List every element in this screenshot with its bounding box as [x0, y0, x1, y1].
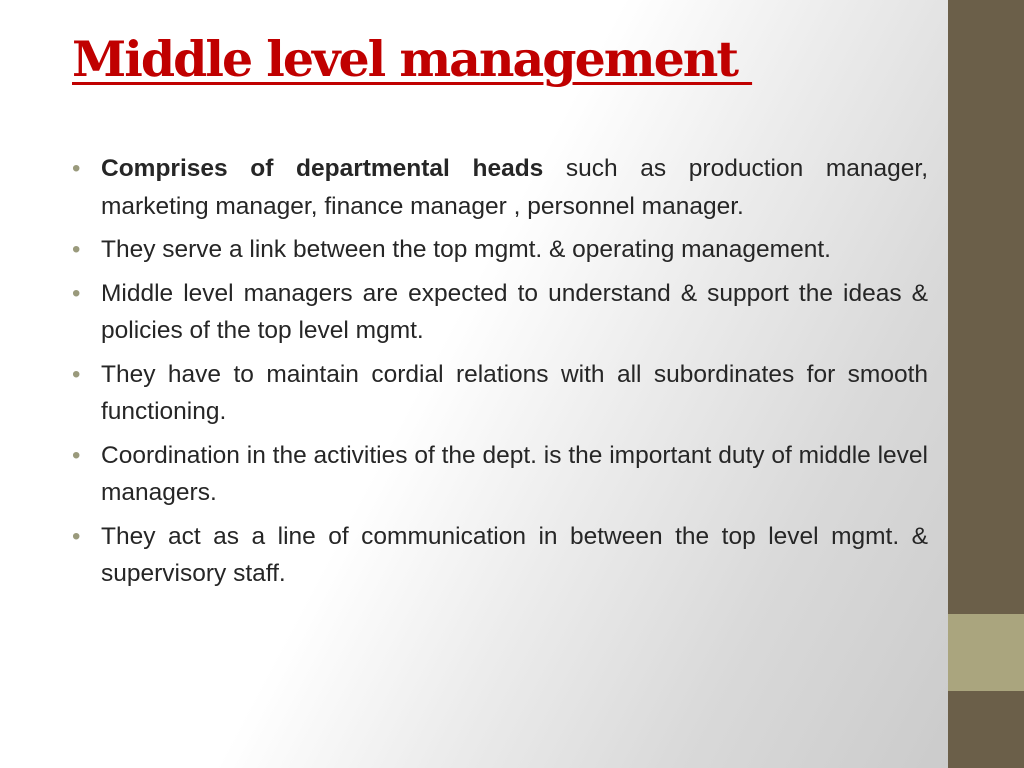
bullet-list: [72, 150, 928, 599]
bullet-item: [72, 231, 928, 269]
bullet-item: [72, 518, 928, 593]
side-bar-decoration: [948, 0, 1024, 768]
bullet-bold-lead: Comprises of departmental heads: [101, 155, 544, 182]
bullet-item: [72, 437, 928, 512]
bullet-item: [72, 275, 928, 350]
bullet-text: Middle level managers are expected to understand & support the ideas & policies of the top level mgmt.: [101, 279, 928, 344]
slide-title: Middle level management: [72, 30, 753, 88]
bullet-text: Coordination in the activities of the dept. is the important duty of middle level managers.: [101, 441, 928, 506]
bullet-item: [72, 150, 928, 225]
bullet-text: They have to maintain cordial relations with all subordinates for smooth functioning.: [101, 360, 928, 425]
bullet-text: They act as a line of communication in between the top level mgmt. & supervisory staff.: [101, 522, 928, 587]
bullet-item: [72, 356, 928, 431]
side-bar-accent-block: [948, 614, 1024, 691]
bullet-text: such as production manager, marketing manager, finance manager , personnel manager.: [101, 155, 929, 220]
bullet-text: They serve a link between the top mgmt. & operating management.: [101, 236, 831, 263]
